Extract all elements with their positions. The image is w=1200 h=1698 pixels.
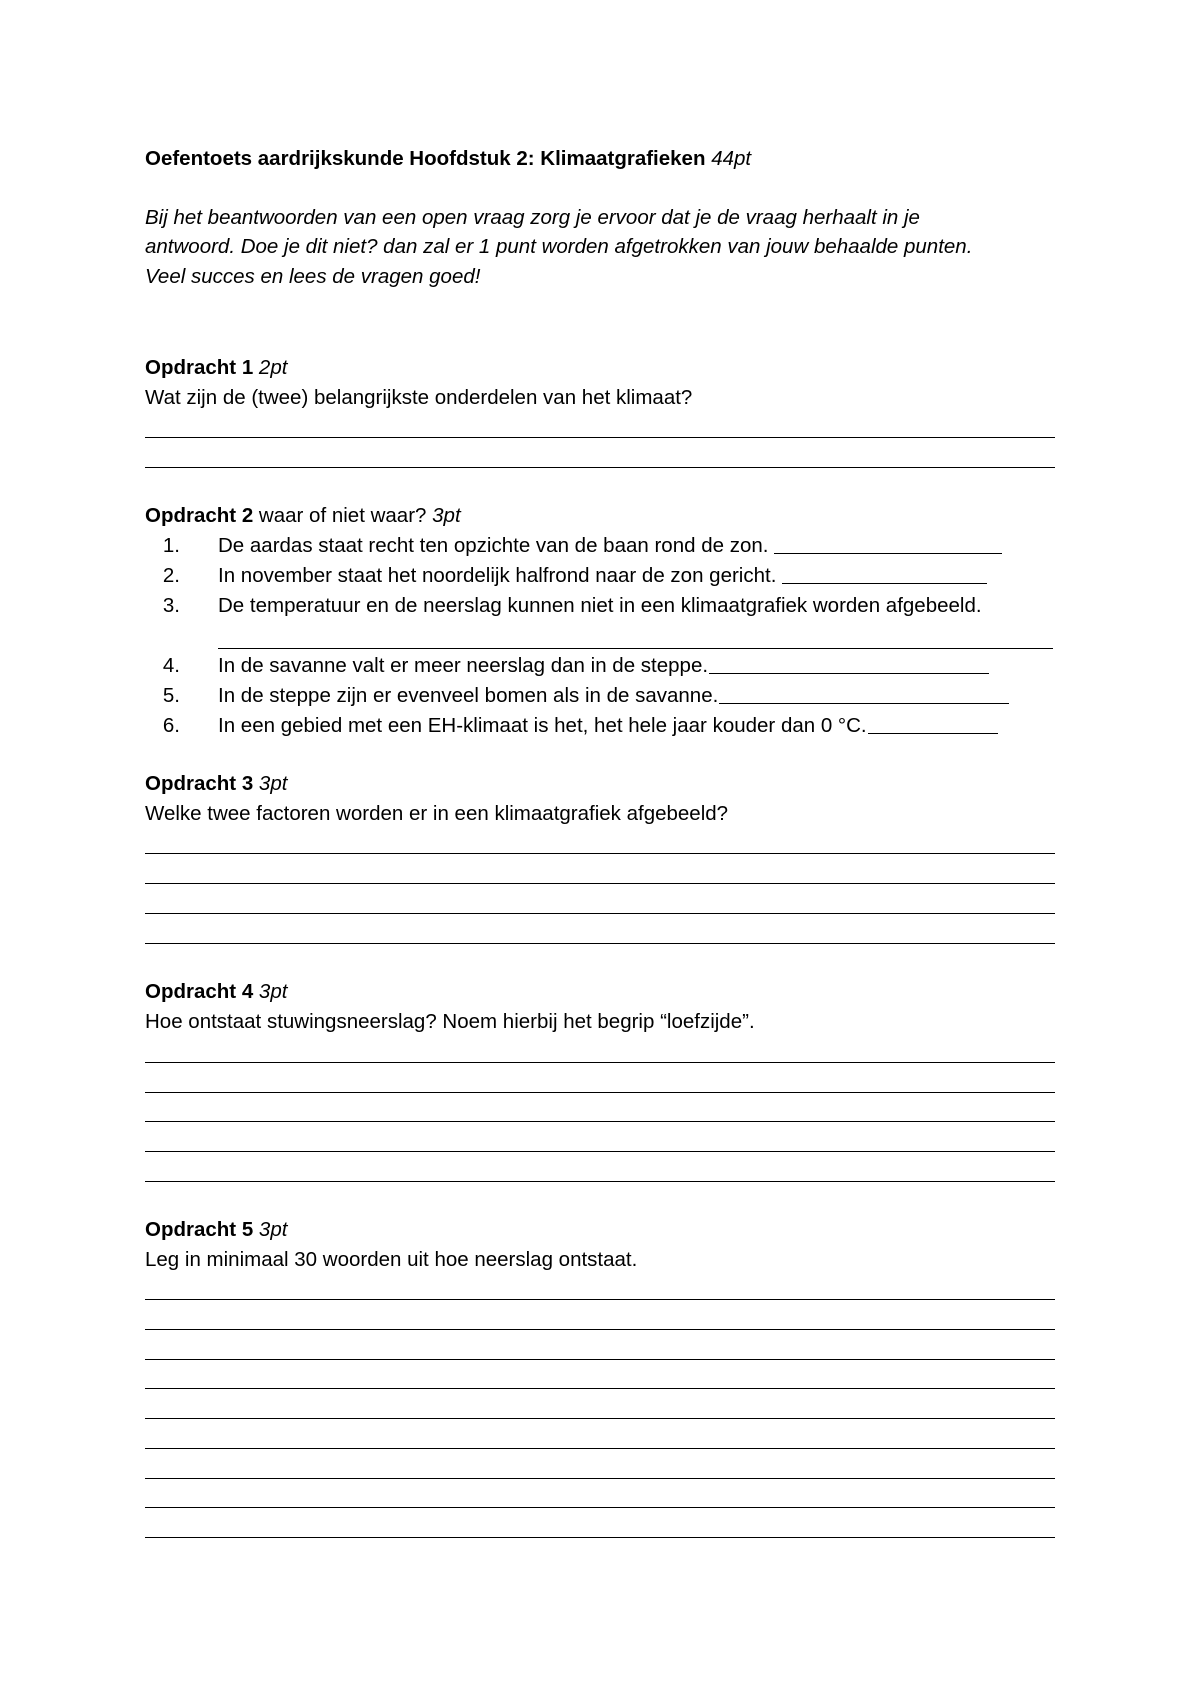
q5-answer-line[interactable] — [145, 1329, 1055, 1330]
q4-label: Opdracht 4 — [145, 980, 254, 1003]
q4-answer-line[interactable] — [145, 1092, 1055, 1093]
q2-heading — [145, 501, 461, 531]
q1-answer-line[interactable] — [145, 467, 1055, 468]
instructions-line-2: antwoord. Doe je dit niet? dan zal er 1 punt worden afgetrokken van jouw behaalde punten. — [145, 235, 973, 258]
q3-answer-line[interactable] — [145, 853, 1055, 854]
q4-answer-line[interactable] — [145, 1121, 1055, 1122]
title-text: Oefentoets aardrijkskunde Hoofdstuk 2: Klimaatgrafieken — [145, 147, 706, 170]
q5-answer-line[interactable] — [145, 1418, 1055, 1419]
q2-answer-blank[interactable] — [774, 553, 1002, 554]
q5-answer-line[interactable] — [145, 1448, 1055, 1449]
q2-label: Opdracht 2 — [145, 504, 254, 527]
q2-item-number: 4. — [162, 654, 180, 677]
q2-item-number: 2. — [162, 564, 180, 587]
q5-answer-line[interactable] — [145, 1537, 1055, 1538]
q2-item-6 — [145, 711, 867, 741]
q2-item-text: De temperatuur en de neerslag kunnen niet in een klimaatgrafiek worden afgebeeld. — [218, 594, 982, 617]
q2-item-text: In november staat het noordelijk halfrond naar de zon gericht. — [218, 564, 777, 587]
q5-answer-line[interactable] — [145, 1359, 1055, 1360]
q5-answer-line[interactable] — [145, 1388, 1055, 1389]
q2-item-number: 1. — [162, 534, 180, 557]
q2-item-text: De aardas staat recht ten opzichte van de baan rond de zon. — [218, 534, 769, 557]
q3-question: Welke twee factoren worden er in een klimaatgrafiek afgebeeld? — [145, 802, 729, 825]
q2-item-5 — [145, 681, 719, 711]
q2-item-number: 3. — [162, 594, 180, 617]
q4-heading — [145, 977, 287, 1007]
q5-heading — [145, 1215, 287, 1245]
title-points: 44pt — [711, 147, 752, 170]
q2-answer-blank[interactable] — [868, 733, 998, 734]
q2-answer-blank[interactable] — [218, 648, 1053, 649]
q5-label: Opdracht 5 — [145, 1218, 254, 1241]
q5-points: 3pt — [258, 1218, 288, 1241]
q4-question: Hoe ontstaat stuwingsneerslag? Noem hierbij het begrip “loefzijde”. — [145, 1010, 755, 1033]
q4-answer-line[interactable] — [145, 1181, 1055, 1182]
q4-answer-line[interactable] — [145, 1062, 1055, 1063]
q3-heading — [145, 769, 287, 799]
q1-points: 2pt — [258, 356, 288, 379]
q2-answer-blank[interactable] — [709, 673, 989, 674]
q5-answer-line[interactable] — [145, 1299, 1055, 1300]
q2-answer-blank[interactable] — [782, 583, 987, 584]
q4-answer-line[interactable] — [145, 1151, 1055, 1152]
q2-item-text: In de savanne valt er meer neerslag dan in de steppe. — [218, 654, 709, 677]
q5-answer-line[interactable] — [145, 1478, 1055, 1479]
q2-item-4 — [145, 651, 709, 681]
q4-points: 3pt — [258, 980, 288, 1003]
q2-item-text: In de steppe zijn er evenveel bomen als in de savanne. — [218, 684, 719, 707]
q1-answer-line[interactable] — [145, 437, 1055, 438]
q2-points: 3pt — [432, 504, 461, 527]
q3-label: Opdracht 3 — [145, 772, 254, 795]
q3-answer-line[interactable] — [145, 943, 1055, 944]
q2-item-3 — [145, 591, 982, 621]
instructions-line-3: Veel succes en lees de vragen goed! — [145, 265, 481, 288]
q5-question: Leg in minimaal 30 woorden uit hoe neerslag ontstaat. — [145, 1248, 638, 1271]
q1-question: Wat zijn de (twee) belangrijkste onderdelen van het klimaat? — [145, 386, 693, 409]
q2-item-number: 6. — [162, 714, 180, 737]
q1-heading — [145, 353, 287, 383]
q3-answer-line[interactable] — [145, 883, 1055, 884]
q1-label: Opdracht 1 — [145, 356, 254, 379]
instructions-line-1: Bij het beantwoorden van een open vraag zorg je ervoor dat je de vraag herhaalt in je — [145, 206, 920, 229]
q2-subtitle: waar of niet waar? — [258, 504, 427, 527]
q5-answer-line[interactable] — [145, 1507, 1055, 1508]
q3-points: 3pt — [258, 772, 288, 795]
q2-item-text: In een gebied met een EH-klimaat is het, het hele jaar kouder dan 0 °C. — [218, 714, 867, 737]
q2-item-2 — [145, 561, 777, 591]
q2-item-number: 5. — [162, 684, 180, 707]
q2-item-1 — [145, 531, 769, 561]
q2-answer-blank[interactable] — [719, 703, 1009, 704]
q3-answer-line[interactable] — [145, 913, 1055, 914]
document-title — [145, 144, 751, 174]
